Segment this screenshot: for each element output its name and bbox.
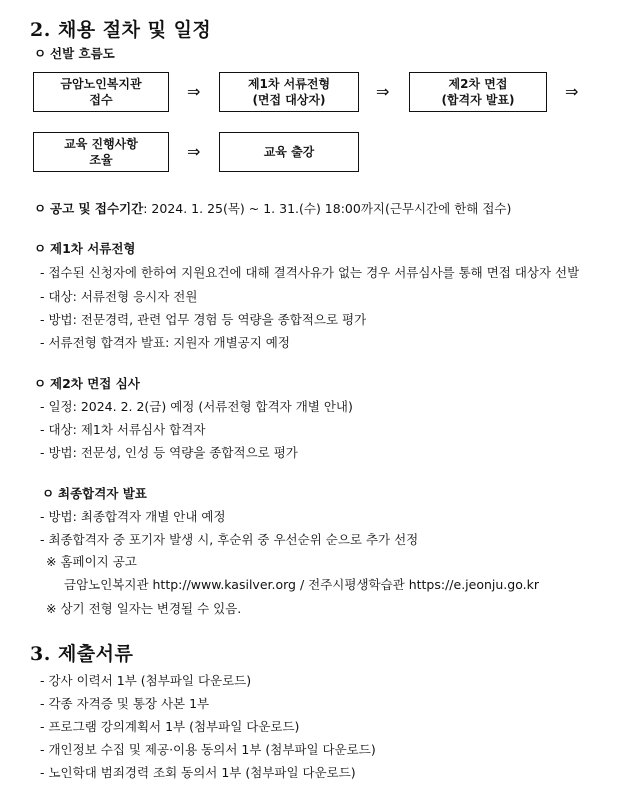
section-2-title: 2. 채용 절차 및 일정 (30, 19, 212, 41)
final-item: - 최종합격자 중 포기자 발생 시, 후순위 중 우선순위 순으로 추가 선정 (40, 532, 419, 547)
homepage-urls: 금암노인복지관 http://www.kasilver.org / 전주시평생학습관 https://e.jeonju.go.kr (64, 577, 539, 592)
circle-bullet: ㅇ (34, 376, 47, 391)
flow-box-document-screening-line1: 제1차 서류전형 (247, 77, 331, 91)
round1-item: - 서류전형 합격자 발표: 지원자 개별공지 예정 (40, 335, 290, 350)
document-item: - 각종 자격증 및 통장 사본 1부 (40, 696, 210, 711)
final-title: 최종합격자 발표 (58, 486, 147, 501)
flow-box-schedule-coordination-line2: 조율 (89, 153, 113, 167)
flow-box-document-screening-line2: (면접 대상자) (252, 93, 326, 107)
notice-period-value: : 2024. 1. 25(목) ~ 1. 31.(수) 18:00까지(근무시간에 한해 접수) (143, 201, 512, 216)
document-item: - 강사 이력서 1부 (첨부파일 다운로드) (40, 673, 252, 688)
round2-item: - 대상: 제1차 서류심사 합격자 (40, 422, 206, 437)
flow-box-interview (409, 72, 547, 112)
round2-heading (34, 374, 140, 392)
round1-heading (34, 239, 136, 257)
circle-bullet: ㅇ (34, 201, 47, 216)
flow-heading-text: 선발 흐름도 (50, 46, 115, 61)
circle-bullet: ㅇ (34, 46, 47, 61)
flow-box-document-screening (219, 72, 359, 112)
flow-heading (34, 44, 115, 62)
round2-item: - 방법: 전문성, 인성 등 역량을 종합적으로 평가 (40, 445, 298, 460)
notice-period (34, 199, 511, 217)
round2-item: - 일정: 2024. 2. 2(금) 예정 (서류전형 합격자 개별 안내) (40, 399, 353, 414)
homepage-note: ※ 홈페이지 공고 (46, 554, 137, 569)
round1-item: - 대상: 서류전형 응시자 전원 (40, 289, 198, 304)
flow-arrow-1: ⇒ (187, 82, 201, 101)
flow-box-interview-line2: (합격자 발표) (441, 93, 515, 107)
round1-item: - 방법: 전문경력, 관련 업무 경험 등 역량을 종합적으로 평가 (40, 312, 367, 327)
round1-item: - 접수된 신청자에 한하여 지원요건에 대해 결격사유가 없는 경우 서류심사를 통해 면접 대상자 선발 (40, 265, 580, 280)
flow-box-lecture-dispatch-text: 교육 출강 (263, 145, 315, 159)
document-item: - 노인학대 범죄경력 조회 동의서 1부 (첨부파일 다운로드) (40, 765, 356, 780)
final-heading (42, 484, 147, 502)
round2-title: 제2차 면접 심사 (50, 376, 140, 391)
flow-box-schedule-coordination-line1: 교육 진행사항 (64, 137, 138, 151)
final-item: - 방법: 최종합격자 개별 안내 예정 (40, 509, 226, 524)
flow-arrow-4: ⇒ (187, 142, 201, 161)
flow-box-schedule-coordination (33, 132, 169, 172)
document-item: - 프로그램 강의계획서 1부 (첨부파일 다운로드) (40, 719, 300, 734)
notice-period-label: 공고 및 접수기간 (50, 201, 144, 216)
flow-box-interview-line1: 제2차 면접 (448, 77, 508, 91)
circle-bullet: ㅇ (34, 241, 47, 256)
flow-arrow-2: ⇒ (376, 82, 390, 101)
flow-box-reception (33, 72, 169, 112)
circle-bullet: ㅇ (42, 486, 55, 501)
flow-box-reception-line1: 금암노인복지관 (60, 77, 142, 91)
document-item: - 개인정보 수집 및 제공·이용 동의서 1부 (첨부파일 다운로드) (40, 742, 376, 757)
section-3-title: 3. 제출서류 (30, 643, 134, 665)
flow-box-lecture-dispatch (219, 132, 359, 172)
flow-arrow-3: ⇒ (565, 82, 579, 101)
flow-box-reception-line2: 접수 (89, 93, 113, 107)
round1-title: 제1차 서류전형 (50, 241, 136, 256)
schedule-change-note: ※ 상기 전형 일자는 변경될 수 있음. (46, 601, 242, 616)
